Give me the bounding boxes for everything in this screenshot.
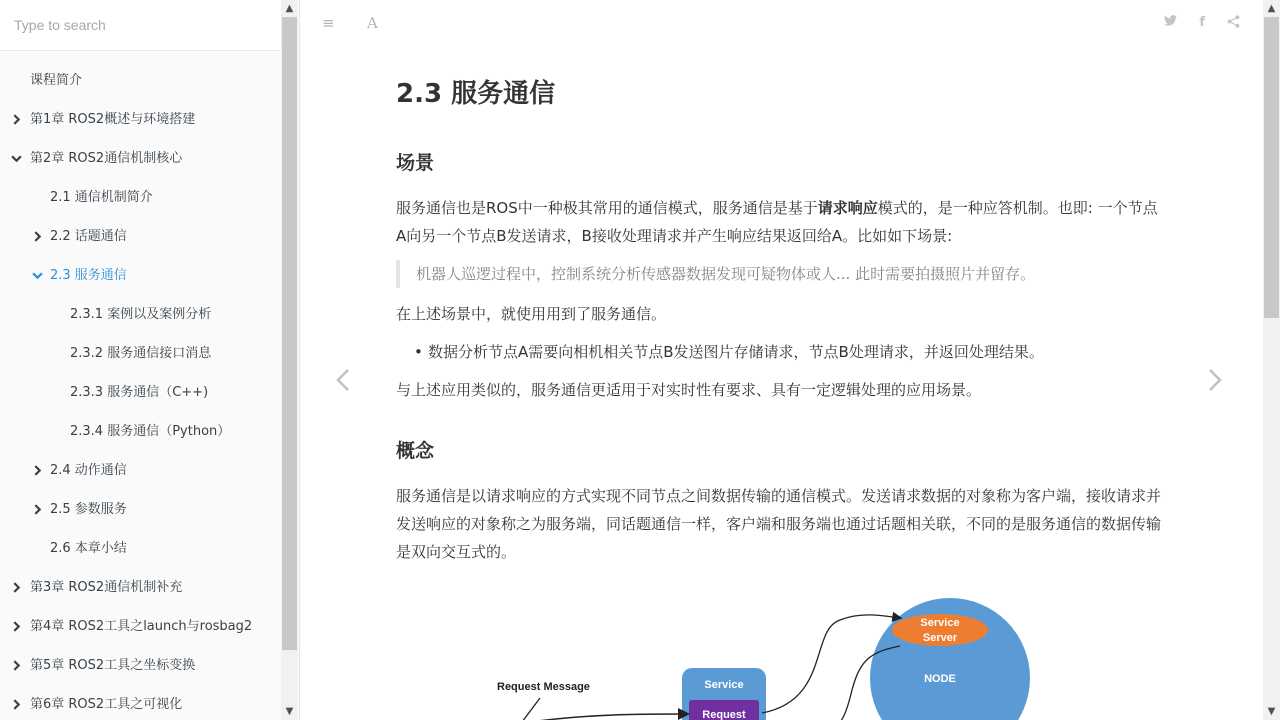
- sidebar-item[interactable]: [0, 647, 282, 686]
- share-icon[interactable]: [1227, 15, 1240, 32]
- sidebar-item-label: 第3章 ROS2通信机制补充: [30, 580, 183, 595]
- sidebar-item[interactable]: [0, 140, 282, 179]
- paragraph-intro: 服务通信也是ROS中一种极其常用的通信模式，服务通信是基于请求响应模式的，是一种应答机制。也即: 一个节点A向另一个节点B发送请求，B接收处理请求并产生响应结果返回给A。比如如下场景:: [396, 199, 1158, 245]
- sidebar-item-label: 第2章 ROS2通信机制核心: [30, 151, 183, 166]
- sidebar-item-label: 2.3.2 服务通信接口消息: [70, 346, 212, 361]
- table-of-contents: [0, 62, 282, 720]
- sidebar-item[interactable]: [0, 374, 282, 413]
- sidebar-item[interactable]: [0, 296, 282, 335]
- chevron-right-icon[interactable]: [9, 608, 23, 646]
- scroll-up-icon[interactable]: ▲: [285, 3, 294, 14]
- facebook-icon[interactable]: f: [1199, 15, 1205, 30]
- sidebar-item[interactable]: [0, 686, 282, 720]
- paragraph-usage: 在上述场景中，就使用用到了服务通信。: [396, 305, 667, 323]
- sidebar-item[interactable]: [0, 179, 282, 218]
- sidebar-item-label: 2.2 话题通信: [50, 229, 127, 244]
- sidebar-item[interactable]: [0, 491, 282, 530]
- sidebar-item[interactable]: [0, 101, 282, 140]
- menu-icon[interactable]: ≡: [322, 14, 335, 32]
- section-heading-scenario: 场景: [396, 152, 435, 174]
- sidebar-item[interactable]: [0, 218, 282, 257]
- sidebar-item-label: 第1章 ROS2概述与环境搭建: [30, 112, 196, 127]
- sidebar-item[interactable]: [0, 335, 282, 374]
- quote-block: 机器人巡逻过程中，控制系统分析传感器数据发现可疑物体或人... 此时需要拍摄照片并留存。: [396, 260, 1166, 288]
- sidebar-item[interactable]: [0, 530, 282, 569]
- paragraph-concept: 服务通信是以请求响应的方式实现不同节点之间数据传输的通信模式。发送请求数据的对象称为客户端，接收请求并发送响应的对象称之为服务端，同话题通信一样，客户端和服务端也通过话题相关联，不同的是服务通信的数据传输是双向交互式的。: [396, 487, 1162, 561]
- chevron-right-icon[interactable]: [9, 686, 23, 720]
- chevron-down-icon[interactable]: [9, 140, 23, 178]
- sidebar-item-label: 2.4 动作通信: [50, 463, 127, 478]
- service-server-label: Service: [920, 617, 960, 629]
- chevron-right-icon[interactable]: [30, 218, 44, 256]
- paragraph-applicability: 与上述应用类似的，服务通信更适用于对实时性有要求、具有一定逻辑处理的应用场景。: [396, 381, 982, 399]
- chevron-down-icon[interactable]: [30, 257, 44, 295]
- request-message-label: Request Message: [497, 681, 590, 693]
- sidebar-item-label: 第4章 ROS2工具之launch与rosbag2: [30, 619, 253, 634]
- sidebar-item[interactable]: [0, 569, 282, 608]
- svg-text:Server: Server: [922, 632, 958, 644]
- bold-term: 请求响应: [817, 199, 878, 217]
- page-body: [396, 70, 1166, 576]
- sidebar-item[interactable]: [0, 608, 282, 647]
- sidebar-item-label: 第5章 ROS2工具之坐标变换: [30, 658, 196, 673]
- sidebar-item-label: 2.1 通信机制简介: [50, 190, 153, 205]
- sidebar-scrollbar-thumb[interactable]: [282, 17, 297, 650]
- prev-page-button[interactable]: [336, 368, 350, 399]
- share-icons: [1164, 15, 1240, 32]
- chevron-right-icon[interactable]: [9, 101, 23, 139]
- chevron-right-icon[interactable]: [9, 647, 23, 685]
- next-page-button[interactable]: [1208, 368, 1222, 399]
- scroll-up-icon[interactable]: ▲: [1267, 3, 1276, 14]
- section-heading-concept: 概念: [396, 440, 435, 462]
- sidebar: [0, 0, 300, 720]
- sidebar-item-label: 课程简介: [30, 73, 83, 88]
- sidebar-item[interactable]: [0, 452, 282, 491]
- sidebar-scrollbar[interactable]: [281, 0, 298, 720]
- sidebar-item-label: 2.6 本章小结: [50, 541, 127, 556]
- main-scrollbar-thumb[interactable]: [1264, 17, 1279, 318]
- twitter-icon[interactable]: [1164, 15, 1177, 32]
- sidebar-item-label: 2.3.3 服务通信（C++): [70, 385, 209, 400]
- service-label: Service: [704, 679, 744, 691]
- page-title: 2.3 服务通信: [396, 79, 556, 109]
- bullet-list: [416, 338, 1166, 366]
- request-label: Request: [702, 709, 746, 720]
- sidebar-item-label: 2.3 服务通信: [50, 268, 127, 283]
- list-item: • 数据分析节点A需要向相机相关节点B发送图片存储请求，节点B处理请求，并返回处理结果。: [416, 338, 1166, 366]
- sidebar-item-label: 2.5 参数服务: [50, 502, 127, 517]
- scroll-down-icon[interactable]: ▼: [1267, 706, 1276, 717]
- main-scrollbar[interactable]: [1263, 0, 1280, 720]
- sidebar-item[interactable]: [0, 257, 282, 296]
- node-label: NODE: [924, 673, 956, 685]
- chevron-right-icon[interactable]: [30, 452, 44, 490]
- search-input[interactable]: [0, 0, 282, 50]
- service-communication-diagram: [470, 590, 1050, 720]
- sidebar-item-label: 第6章 ROS2工具之可视化: [30, 697, 183, 712]
- sidebar-item-label: 2.3.4 服务通信（Python）: [70, 424, 231, 439]
- sidebar-item[interactable]: [0, 62, 282, 101]
- sidebar-item-label: 2.3.1 案例以及案例分析: [70, 307, 212, 322]
- sidebar-item[interactable]: [0, 413, 282, 452]
- chevron-right-icon[interactable]: [30, 491, 44, 529]
- scroll-down-icon[interactable]: ▼: [285, 706, 294, 717]
- font-settings-icon[interactable]: A: [367, 14, 378, 32]
- chevron-right-icon[interactable]: [9, 569, 23, 607]
- search-box: [0, 0, 282, 51]
